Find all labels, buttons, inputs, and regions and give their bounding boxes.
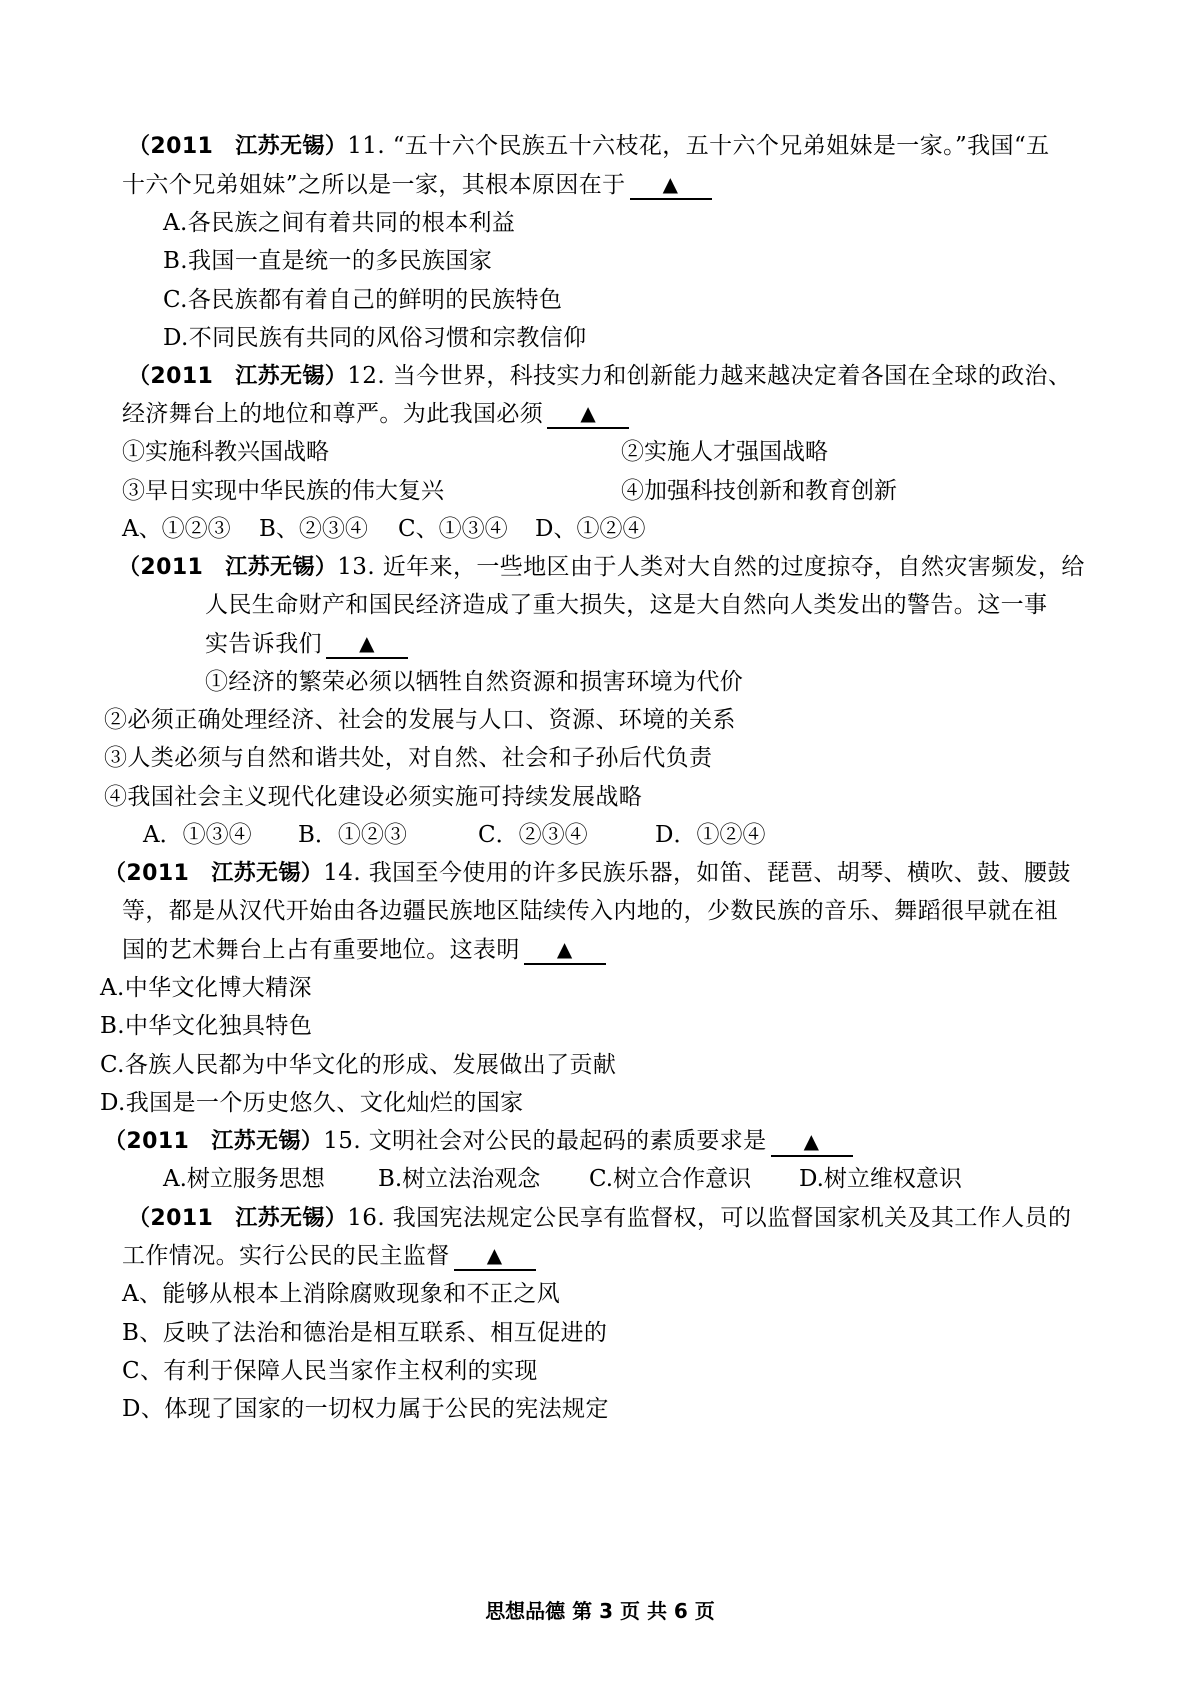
statement-row-1 xyxy=(0,437,1200,467)
question-stem: 13. 近年来，一些地区由于人类对大自然的过度掠夺，自然灾害频发，给 xyxy=(337,554,1085,580)
statement-row-2 xyxy=(0,476,1200,506)
option-a: A.各民族之间有着共同的根本利益 xyxy=(163,210,516,236)
question-11-line-2 xyxy=(122,170,712,200)
question-14-line-3 xyxy=(122,935,606,965)
question-source: （2011 江苏无锡） xyxy=(118,555,338,580)
option-c: C、有利于保障人民当家作主权利的实现 xyxy=(122,1358,538,1384)
option-d: D.我国是一个历史悠久、文化灿烂的国家 xyxy=(100,1090,524,1116)
question-source: （2011 江苏无锡） xyxy=(128,134,348,159)
question-14-line-2: 等，都是从汉代开始由各边疆民族地区陆续传入内地的，少数民族的音乐、舞蹈很早就在祖 xyxy=(122,898,1058,924)
choice-b: B．①②③ xyxy=(298,822,407,848)
statement-2: ②实施人才强国战略 xyxy=(621,439,828,465)
statement-3: ③人类必须与自然和谐共处，对自然、社会和子孙后代负责 xyxy=(104,745,713,771)
question-stem: 11. “五十六个民族五十六枝花，五十六个兄弟姐妹是一家。”我国“五 xyxy=(347,133,1050,159)
choice-b: B、②③④ xyxy=(259,516,368,542)
question-13-line-3 xyxy=(205,629,408,659)
choice-row xyxy=(0,1164,1200,1194)
question-12-line-2 xyxy=(122,399,629,429)
question-stem: 经济舞台上的地位和尊严。为此我国必须 xyxy=(122,401,544,427)
choice-a: A.树立服务思想 xyxy=(163,1166,325,1192)
question-14-line-1 xyxy=(104,858,1071,888)
choice-a: A．①③④ xyxy=(143,822,252,848)
question-source: （2011 江苏无锡） xyxy=(104,1129,324,1154)
page-footer: 思想品德 第 3 页 共 6 页 xyxy=(485,1599,715,1623)
choice-c: C、①③④ xyxy=(398,516,508,542)
choice-c: C．②③④ xyxy=(478,822,588,848)
statement-4: ④我国社会主义现代化建设必须实施可持续发展战略 xyxy=(104,784,643,810)
option-a: A.中华文化博大精深 xyxy=(100,975,312,1001)
choice-a: A、①②③ xyxy=(122,516,231,542)
question-source: （2011 江苏无锡） xyxy=(104,861,324,886)
statement-1: ①经济的繁荣必须以牺牲自然资源和损害环境为代价 xyxy=(205,669,744,695)
question-16-line-1 xyxy=(128,1203,1071,1233)
question-13-line-2: 人民生命财产和国民经济造成了重大损失，这是大自然向人类发出的警告。这一事 xyxy=(205,592,1048,618)
option-b: B.中华文化独具特色 xyxy=(100,1013,313,1039)
answer-blank[interactable]: ▲ xyxy=(326,629,408,659)
question-12-line-1 xyxy=(128,361,1071,391)
statement-2: ②必须正确处理经济、社会的发展与人口、资源、环境的关系 xyxy=(104,707,736,733)
statement-1: ①实施科教兴国战略 xyxy=(122,439,329,465)
question-stem: 16. 我国宪法规定公民享有监督权，可以监督国家机关及其工作人员的 xyxy=(347,1205,1072,1231)
question-source: （2011 江苏无锡） xyxy=(128,1206,348,1231)
statement-3: ③早日实现中华民族的伟大复兴 xyxy=(122,478,444,504)
answer-blank[interactable]: ▲ xyxy=(771,1127,853,1157)
option-b: B、反映了法治和德治是相互联系、相互促进的 xyxy=(122,1320,608,1346)
question-stem: 工作情况。实行公民的民主监督 xyxy=(122,1243,450,1269)
option-d: D、体现了国家的一切权力属于公民的宪法规定 xyxy=(122,1396,609,1422)
statement-4: ④加强科技创新和教育创新 xyxy=(621,478,897,504)
question-stem: 十六个兄弟姐妹”之所以是一家，其根本原因在于 xyxy=(122,172,626,198)
question-13-line-1 xyxy=(118,552,1085,582)
question-stem: 12. 当今世界，科技实力和创新能力越来越决定着各国在全球的政治、 xyxy=(347,363,1072,389)
answer-blank[interactable]: ▲ xyxy=(547,399,629,429)
option-d: D.不同民族有共同的风俗习惯和宗教信仰 xyxy=(163,325,587,351)
option-a: A、能够从根本上消除腐败现象和不正之风 xyxy=(122,1281,561,1307)
choice-d: D.树立维权意识 xyxy=(799,1166,962,1192)
question-16-line-2 xyxy=(122,1241,536,1271)
choice-d: D、①②④ xyxy=(535,516,646,542)
question-stem: 14. 我国至今使用的许多民族乐器，如笛、琵琶、胡琴、横吹、鼓、腰鼓 xyxy=(323,860,1071,886)
option-b: B.我国一直是统一的多民族国家 xyxy=(163,248,493,274)
question-stem: 国的艺术舞台上占有重要地位。这表明 xyxy=(122,937,520,963)
answer-blank[interactable]: ▲ xyxy=(454,1241,536,1271)
answer-blank[interactable]: ▲ xyxy=(630,170,712,200)
choice-row xyxy=(0,820,1200,850)
option-c: C.各民族都有着自己的鲜明的民族特色 xyxy=(163,287,563,313)
question-source: （2011 江苏无锡） xyxy=(128,364,348,389)
choice-c: C.树立合作意识 xyxy=(589,1166,752,1192)
option-c: C.各族人民都为中华文化的形成、发展做出了贡献 xyxy=(100,1052,617,1078)
question-stem: 实告诉我们 xyxy=(205,631,322,657)
choice-b: B.树立法治观念 xyxy=(378,1166,541,1192)
question-stem: 15. 文明社会对公民的最起码的素质要求是 xyxy=(323,1128,767,1154)
choice-d: D．①②④ xyxy=(655,822,766,848)
choice-row xyxy=(0,514,1200,544)
answer-blank[interactable]: ▲ xyxy=(524,935,606,965)
question-15-line-1 xyxy=(104,1126,853,1156)
question-11-line-1 xyxy=(128,131,1050,161)
